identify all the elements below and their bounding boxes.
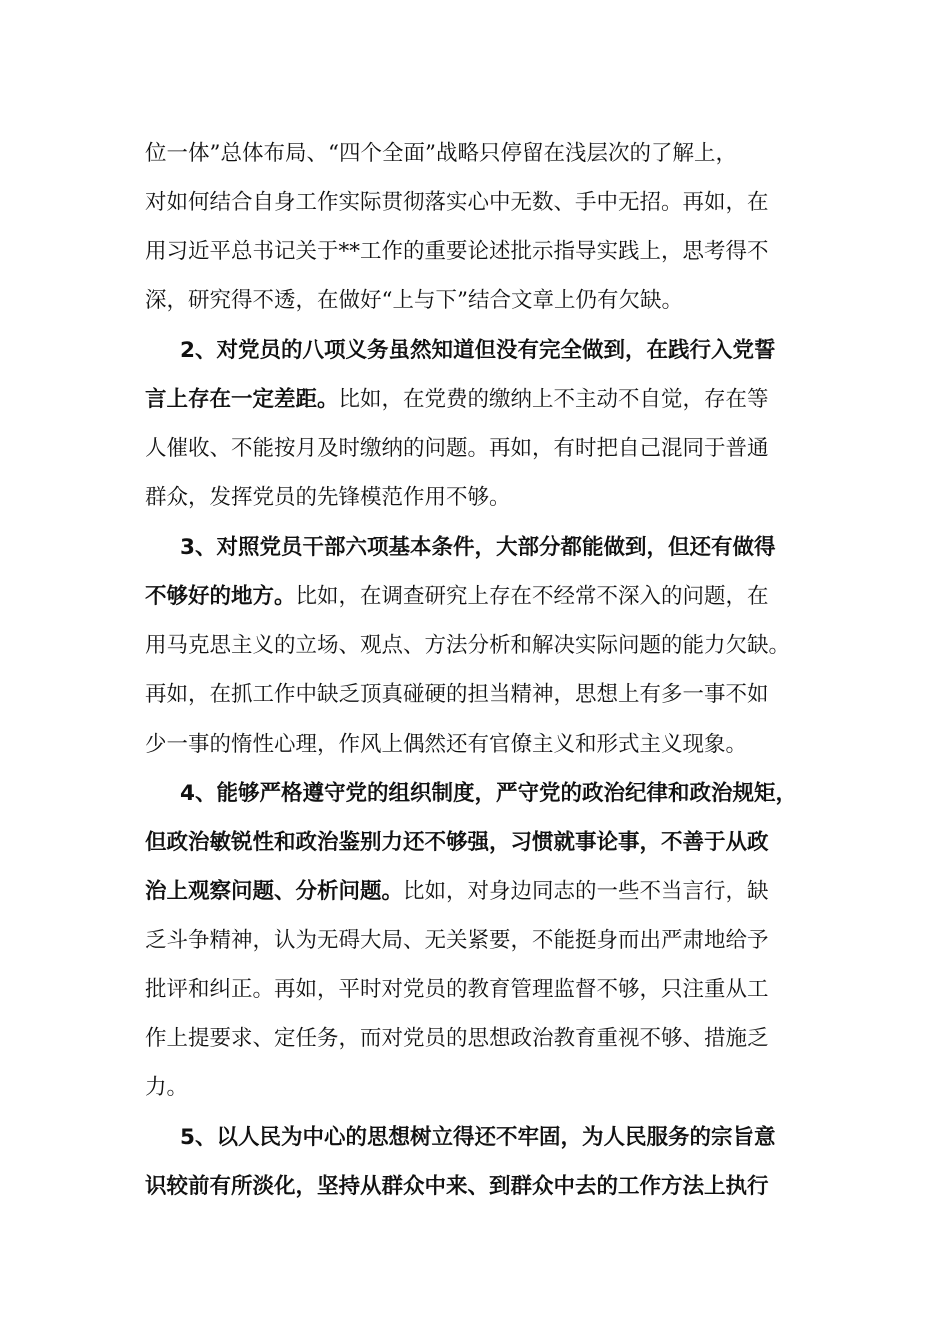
normal-text: 批评和纠正。再如，平时对党员的教育管理监督不够，只注重从工: [145, 977, 769, 1002]
paragraph-first-line: [180, 1120, 825, 1156]
text-line: [145, 972, 825, 1008]
normal-text: 人催收、不能按月及时缴纳的问题。再如，有时把自己混同于普通: [145, 436, 769, 461]
paragraph-first-line: [180, 530, 825, 566]
normal-text: 用习近平总书记关于**工作的重要论述批示指导实践上，思考得不: [145, 239, 769, 264]
text-line: [145, 136, 825, 172]
text-line: [145, 727, 825, 763]
text-line: [145, 1021, 825, 1057]
bold-text: 3、对照党员干部六项基本条件，大部分都能做到，但还有做得: [180, 535, 776, 560]
text-line: [145, 283, 825, 319]
bold-text: 不够好的地方。: [145, 584, 296, 609]
normal-text: 乏斗争精神，认为无碍大局、无关紧要，不能挺身而出严肃地给予: [145, 928, 769, 953]
paragraph-first-line: [180, 333, 825, 369]
normal-text: 群众，发挥党员的先锋模范作用不够。: [145, 485, 511, 510]
bold-text: 但政治敏锐性和政治鉴别力还不够强，习惯就事论事，不善于从政: [145, 830, 769, 855]
normal-text: 力。: [145, 1075, 189, 1100]
bold-text: 识较前有所淡化，坚持从群众中来、到群众中去的工作方法上执行: [145, 1174, 769, 1199]
normal-text: 深，研究得不透，在做好“上与下”结合文章上仍有欠缺。: [145, 288, 683, 313]
text-line: [145, 382, 825, 418]
normal-text: 用马克思主义的立场、观点、方法分析和解决实际问题的能力欠缺。: [145, 633, 791, 658]
text-line: [145, 579, 825, 615]
text-line: [145, 1070, 825, 1106]
text-line: [145, 825, 825, 861]
text-line: [145, 1169, 825, 1205]
normal-text: 少一事的惰性心理，作风上偶然还有官僚主义和形式主义现象。: [145, 732, 748, 757]
normal-text: 对如何结合自身工作实际贯彻落实心中无数、手中无招。再如，在: [145, 190, 769, 215]
text-line: [145, 234, 825, 270]
text-line: [145, 185, 825, 221]
bold-text: 2、对党员的八项义务虽然知道但没有完全做到，在践行入党誓: [180, 338, 776, 363]
bold-text: 治上观察问题、分析问题。: [145, 879, 404, 904]
normal-text: 再如，在抓工作中缺乏顶真碰硬的担当精神，思想上有多一事不如: [145, 682, 769, 707]
text-line: [145, 874, 825, 910]
bold-text: 5、以人民为中心的思想树立得还不牢固，为人民服务的宗旨意: [180, 1125, 776, 1150]
normal-text: 比如，对身边同志的一些不当言行，缺: [403, 879, 769, 904]
text-line: [145, 431, 825, 467]
normal-text: 作上提要求、定任务，而对党员的思想政治教育重视不够、措施乏: [145, 1026, 769, 1051]
normal-text: 比如，在调查研究上存在不经常不深入的问题，在: [295, 584, 769, 609]
text-line: [145, 628, 825, 664]
text-line: [145, 923, 825, 959]
text-line: [145, 677, 825, 713]
normal-text: 比如，在党费的缴纳上不主动不自觉，存在等: [338, 387, 769, 412]
paragraph-first-line: [180, 776, 825, 812]
text-line: [145, 480, 825, 516]
normal-text: 位一体”总体布局、“四个全面”战略只停留在浅层次的了解上，: [145, 141, 737, 166]
bold-text: 言上存在一定差距。: [145, 387, 339, 412]
bold-text: 4、能够严格遵守党的组织制度，严守党的政治纪律和政治规矩，: [180, 781, 797, 806]
